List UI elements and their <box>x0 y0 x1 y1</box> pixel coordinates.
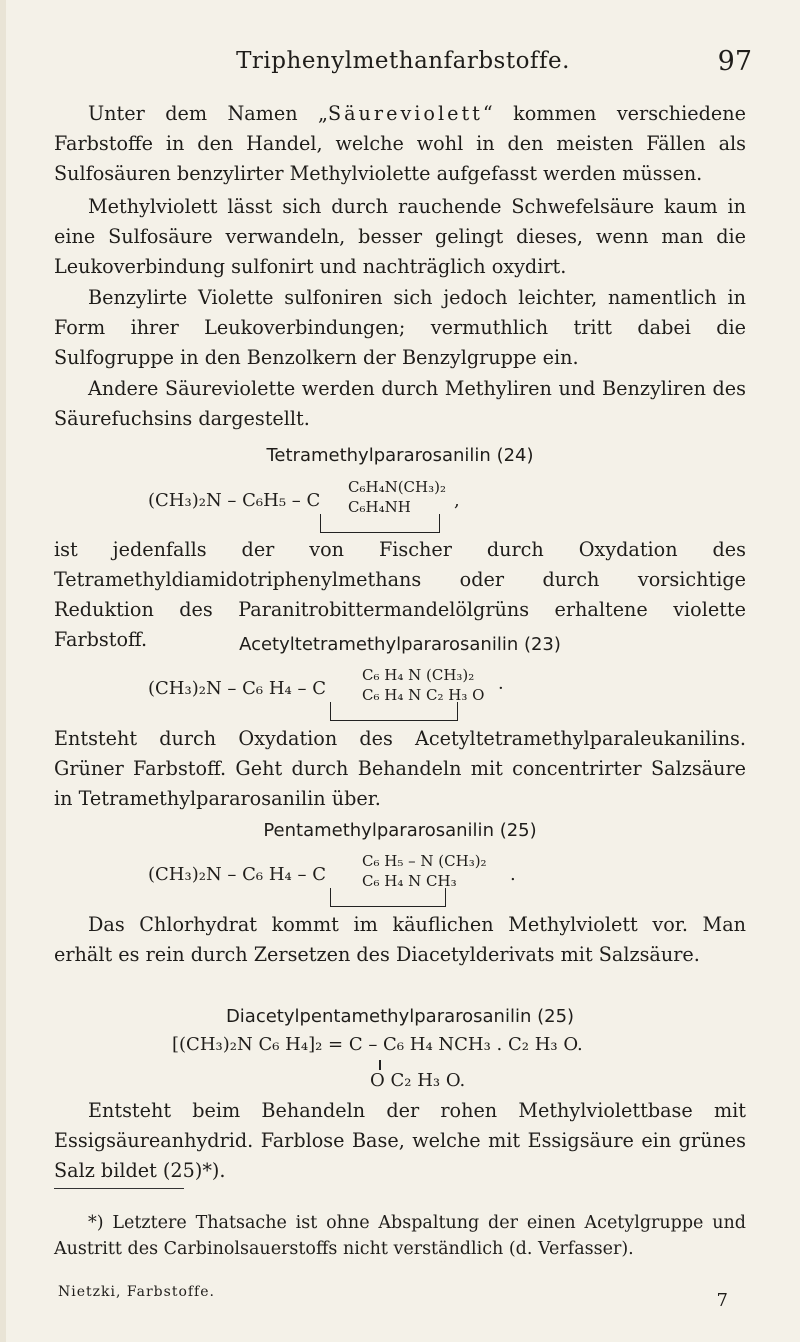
formula-2-upper: C₆ H₄ N (CH₃)₂ <box>362 666 475 684</box>
heading-acetyltetramethylpararosanilin: Acetyltetramethylpararosanilin (23) <box>239 634 561 655</box>
running-title: Triphenylmethanfarbstoffe. <box>236 48 570 74</box>
signature-line: Nietzki, Farbstoffe. <box>58 1284 215 1300</box>
formula-3-lower: C₆ H₄ N CH₃ <box>362 872 457 890</box>
formula-1-upper: C₆H₄N(CH₃)₂ <box>348 478 446 496</box>
footnote-rule <box>54 1188 184 1189</box>
paragraph-3: Benzylirte Violette sulfoniren sich jedoch leichter, namentlich in Form ihrer Leukoverbindungen; vermuthlich tritt dabei die Sulfogruppe in den Benzolkern der Benzylgruppe ein. <box>54 286 746 369</box>
formula-2-lower: C₆ H₄ N C₂ H₃ O <box>362 686 485 704</box>
paragraph-4: Andere Säureviolette werden durch Methyliren und Benzyliren des Säurefuchsins dargestellt. <box>54 377 746 430</box>
heading-diacetylpentamethylpararosanilin: Diacetylpentamethylpararosanilin (25) <box>225 1006 575 1027</box>
paragraph-1 <box>54 99 746 189</box>
formula-1 <box>148 478 568 534</box>
paragraph-5: ist jedenfalls der von Fischer durch Oxydation des Tetramethyldiamidotriphenylmethans oder durch vorsichtige Reduktion des Paranitrobittermandelölgrüns erhaltene violette Farbstoff. <box>54 538 746 651</box>
formula-3-upper: C₆ H₅ – N (CH₃)₂ <box>362 852 487 870</box>
formula-4-line-2: O C₂ H₃ O. <box>370 1070 466 1091</box>
formula-3-bond <box>330 888 446 907</box>
paragraph-2: Methylviolett lässt sich durch rauchende Schwefelsäure kaum in eine Sulfosäure verwandeln, besser gelingt dieses, wenn man die Leukoverbindung sulfonirt und nachträglich oxydirt. <box>54 195 746 278</box>
formula-2-main: (CH₃)₂N – C₆ H₄ – C <box>148 678 326 699</box>
formula-1-lower: C₆H₄NH <box>348 498 411 516</box>
paragraph-7: Das Chlorhydrat kommt im käuflichen Methylviolett vor. Man erhält es rein durch Zersetzen des Diacetylderivats mit Salzsäure. <box>54 913 746 966</box>
paragraph-6: Entsteht durch Oxydation des Acetyltetramethylparaleukanilins. Grüner Farbstoff. Geht durch Behandeln mit concentrirter Salzsäure in Tetramethylpararosanilin über. <box>54 727 746 810</box>
formula-3-end: . <box>510 864 516 885</box>
formula-3 <box>148 852 588 908</box>
formula-2-bond <box>330 702 458 721</box>
formula-4-bond <box>379 1060 381 1070</box>
page-number: 97 <box>717 46 752 77</box>
heading-tetramethylpararosanilin: Tetramethylpararosanilin (24) <box>266 445 534 466</box>
footnote: *) Letztere Thatsache ist ohne Abspaltung der einen Acetylgruppe und Austritt des Carbinolsauerstoffs nicht verständlich (d. Verfasser). <box>54 1213 746 1259</box>
paragraph-8: Entsteht beim Behandeln der rohen Methylviolettbase mit Essigsäureanhydrid. Farblose Base, welche mit Essigsäure ein grünes Salz bildet (25)*). <box>54 1099 746 1182</box>
paragraph-1-term: Säureviolett <box>327 102 483 125</box>
running-header <box>54 48 752 82</box>
formula-1-main: (CH₃)₂N – C₆H₅ – C <box>148 490 321 511</box>
formula-4-line-1: [(CH₃)₂N C₆ H₄]₂ = C – C₆ H₄ NCH₃ . C₂ H₃ O. <box>172 1034 583 1055</box>
formula-2-end: · <box>498 678 504 699</box>
page-edge <box>0 0 6 1342</box>
paragraph-1-c: “ kommen verschiedene Farbstoffe in den Handel, welche wohl in den meisten Fällen als Sulfosäuren benzylirter Methylviolette aufgefasst werden müssen. <box>54 102 746 185</box>
formula-1-bond <box>320 514 440 533</box>
formula-2 <box>148 666 588 722</box>
signature-number: 7 <box>716 1290 728 1311</box>
formula-1-end: , <box>454 490 460 511</box>
paragraph-1-a: Unter dem Namen „ <box>88 102 328 125</box>
formula-4 <box>172 1034 632 1094</box>
heading-pentamethylpararosanilin: Pentamethylpararosanilin (25) <box>263 820 537 841</box>
formula-3-main: (CH₃)₂N – C₆ H₄ – C <box>148 864 326 885</box>
